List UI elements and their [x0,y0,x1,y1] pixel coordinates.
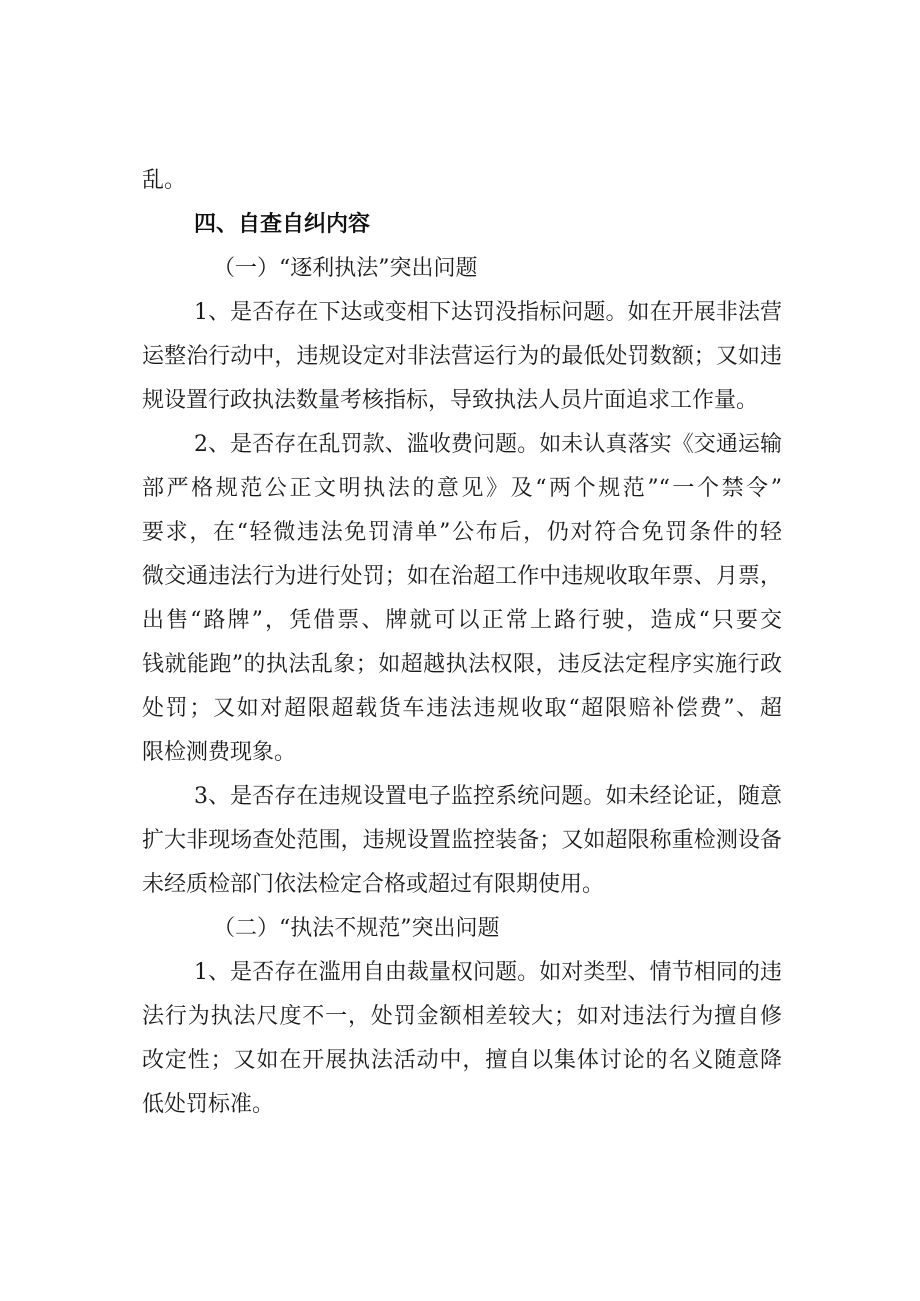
s1-item-3-line-2: 扩大非现场查处范围，违规设置监控装备；又如超限称重检测设备 [142,828,782,853]
paragraph-fragment: 乱。 [142,168,187,193]
s1-item-2-line-8: 限检测费现象。 [142,740,297,765]
s1-item-1-line-1: 1、是否存在下达或变相下达罚没指标问题。如在开展非法营 [194,300,782,325]
s1-item-2-line-7: 处罚；又如对超限超载货车违法违规收取“超限赔补偿费”、超 [142,696,782,721]
s1-item-1-line-3: 规设置行政执法数量考核指标，导致执法人员片面追求工作量。 [142,388,759,413]
subsection-1-title: （一）“逐利执法”突出问题 [213,256,478,281]
s1-item-2-line-6: 钱就能跑”的执法乱象；如超越执法权限，违反法定程序实施行政 [142,652,782,677]
s1-item-2-line-3: 要求，在“轻微违法免罚清单”公布后，仍对符合免罚条件的轻 [142,520,782,545]
s2-item-1-line-3: 改定性；又如在开展执法活动中，擅自以集体讨论的名义随意降 [142,1048,782,1073]
section-heading: 四、自查自纠内容 [194,212,371,237]
s1-item-2-line-2: 部严格规范公正文明执法的意见》及“两个规范”“一个禁令” [142,476,782,501]
s1-item-2-line-5: 出售“路牌”，凭借票、牌就可以正常上路行驶，造成“只要交 [142,608,782,633]
s1-item-3-line-1: 3、是否存在违规设置电子监控系统问题。如未经论证，随意 [194,784,782,809]
s1-item-1-line-2: 运整治行动中，违规设定对非法营运行为的最低处罚数额；又如违 [142,344,782,369]
s1-item-3-line-3: 未经质检部门依法检定合格或超过有限期使用。 [142,872,605,897]
s2-item-1-line-1: 1、是否存在滥用自由裁量权问题。如对类型、情节相同的违 [194,960,782,985]
subsection-2-title: （二）“执法不规范”突出问题 [213,916,500,941]
s1-item-2-line-1: 2、是否存在乱罚款、滥收费问题。如未认真落实《交通运输 [194,432,782,457]
s2-item-1-line-2: 法行为执法尺度不一，处罚金额相差较大；如对违法行为擅自修 [142,1004,782,1029]
s2-item-1-line-4: 低处罚标准。 [142,1092,275,1117]
s1-item-2-line-4: 微交通违法行为进行处罚；如在治超工作中违规收取年票、月票， [142,564,782,589]
